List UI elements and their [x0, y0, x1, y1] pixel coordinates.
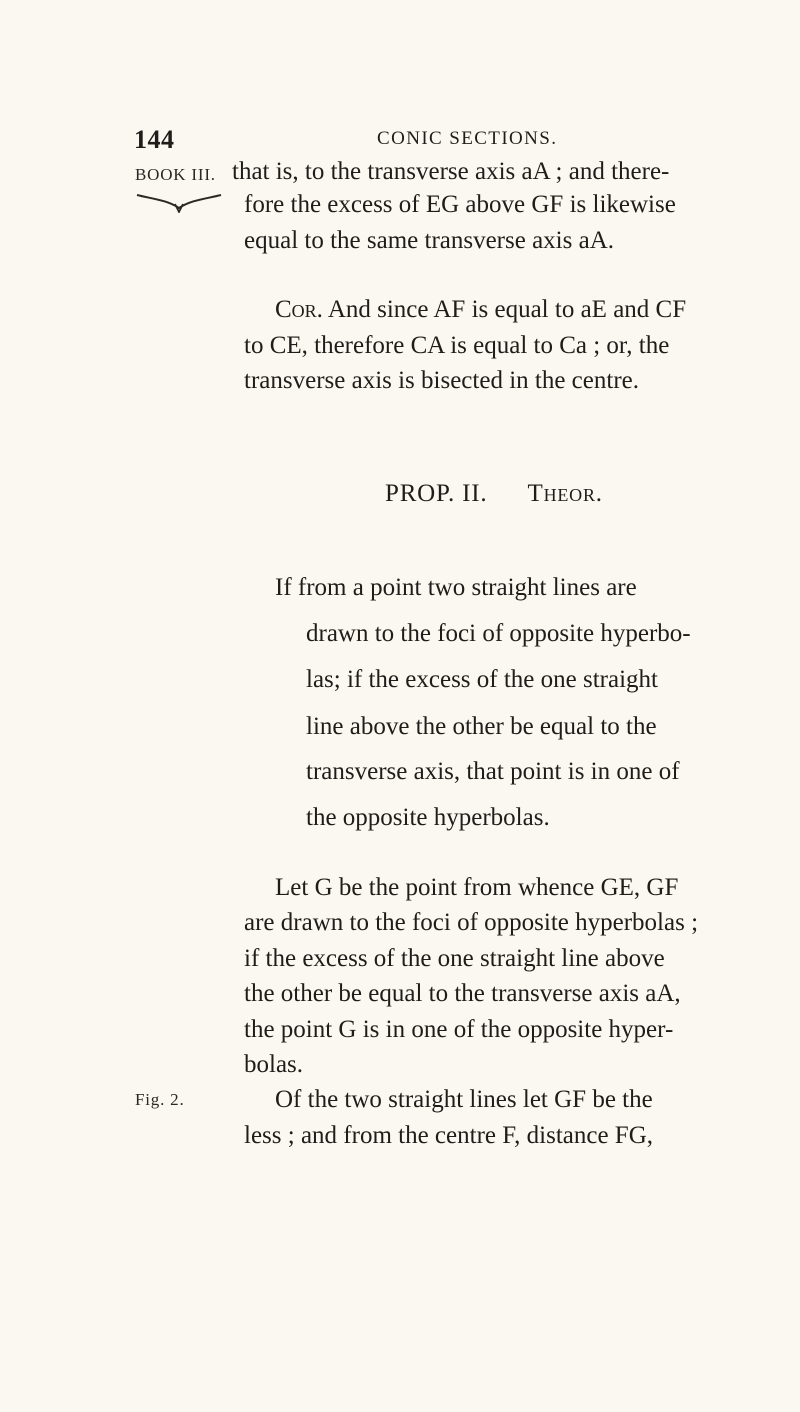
- of-line-1-text: Of the two straight lines let GF be the: [275, 1086, 653, 1113]
- text-line: [306, 803, 722, 833]
- let-line-4-text: the other be equal to the transverse axis aA,: [244, 980, 681, 1007]
- text-line: [244, 908, 722, 938]
- let-line-5-text: the point G is in one of the opposite hyper-: [244, 1016, 674, 1043]
- text-line: [275, 1085, 722, 1115]
- figure-marginal-note: Fig. 2.: [135, 1090, 185, 1109]
- text-line: [306, 757, 722, 787]
- of-line-2-text: less ; and from the centre F, distance FG,: [244, 1122, 654, 1149]
- proposition-line-3-text: las; if the excess of the one straight: [306, 666, 658, 693]
- line-3-text: equal to the same transverse axis aA.: [244, 227, 615, 254]
- proposition-line-5-text: transverse axis, that point is in one of: [306, 758, 680, 785]
- text-line: [244, 979, 722, 1009]
- line-1-text: that is, to the transverse axis aA ; and there-: [232, 158, 670, 185]
- proposition-line-6-text: the opposite hyperbolas.: [306, 804, 550, 831]
- text-line: [244, 1050, 722, 1080]
- corollary-line-3-text: transverse axis is bisected in the centre.: [244, 367, 639, 394]
- text-line: [244, 1121, 722, 1151]
- text-line: [244, 944, 722, 974]
- let-line-3-text: if the excess of the one straight line above: [244, 945, 665, 972]
- corollary-label: Cor.: [275, 296, 323, 323]
- text-line: [275, 573, 722, 603]
- line-2-text: fore the excess of EG above GF is likewise: [244, 191, 676, 218]
- text-line: [244, 190, 722, 220]
- proposition-heading: [385, 480, 603, 508]
- proposition-line-1-text: If from a point two straight lines are: [275, 574, 637, 601]
- text-line: [306, 712, 722, 742]
- decorative-brace-icon: [135, 191, 223, 213]
- text-line: [232, 157, 722, 187]
- proposition-label: PROP. II.: [385, 480, 488, 507]
- corollary-line: [275, 295, 722, 325]
- theorem-label: Theor.: [527, 480, 603, 507]
- let-line-2-text: are drawn to the foci of opposite hyperbolas ;: [244, 909, 699, 936]
- let-line-1-text: Let G be the point from whence GE, GF: [275, 874, 679, 901]
- corollary-line-2-text: to CE, therefore CA is equal to Ca ; or, the: [244, 332, 670, 359]
- text-line: [275, 873, 722, 903]
- let-line-6-text: bolas.: [244, 1051, 304, 1078]
- corollary-line-1-text: And since AF is equal to aE and CF: [327, 296, 687, 323]
- text-line: [244, 331, 722, 361]
- running-title: CONIC SECTIONS.: [377, 128, 558, 149]
- proposition-line-4-text: line above the other be equal to the: [306, 713, 657, 740]
- text-line: [244, 1015, 722, 1045]
- text-line: [244, 366, 722, 396]
- text-line: [306, 619, 722, 649]
- proposition-line-2-text: drawn to the foci of opposite hyperbo-: [306, 620, 691, 647]
- book-marginal-note: BOOK III.: [135, 165, 216, 184]
- page-number: 144: [134, 125, 175, 154]
- text-line: [306, 665, 722, 695]
- text-line: [244, 226, 694, 256]
